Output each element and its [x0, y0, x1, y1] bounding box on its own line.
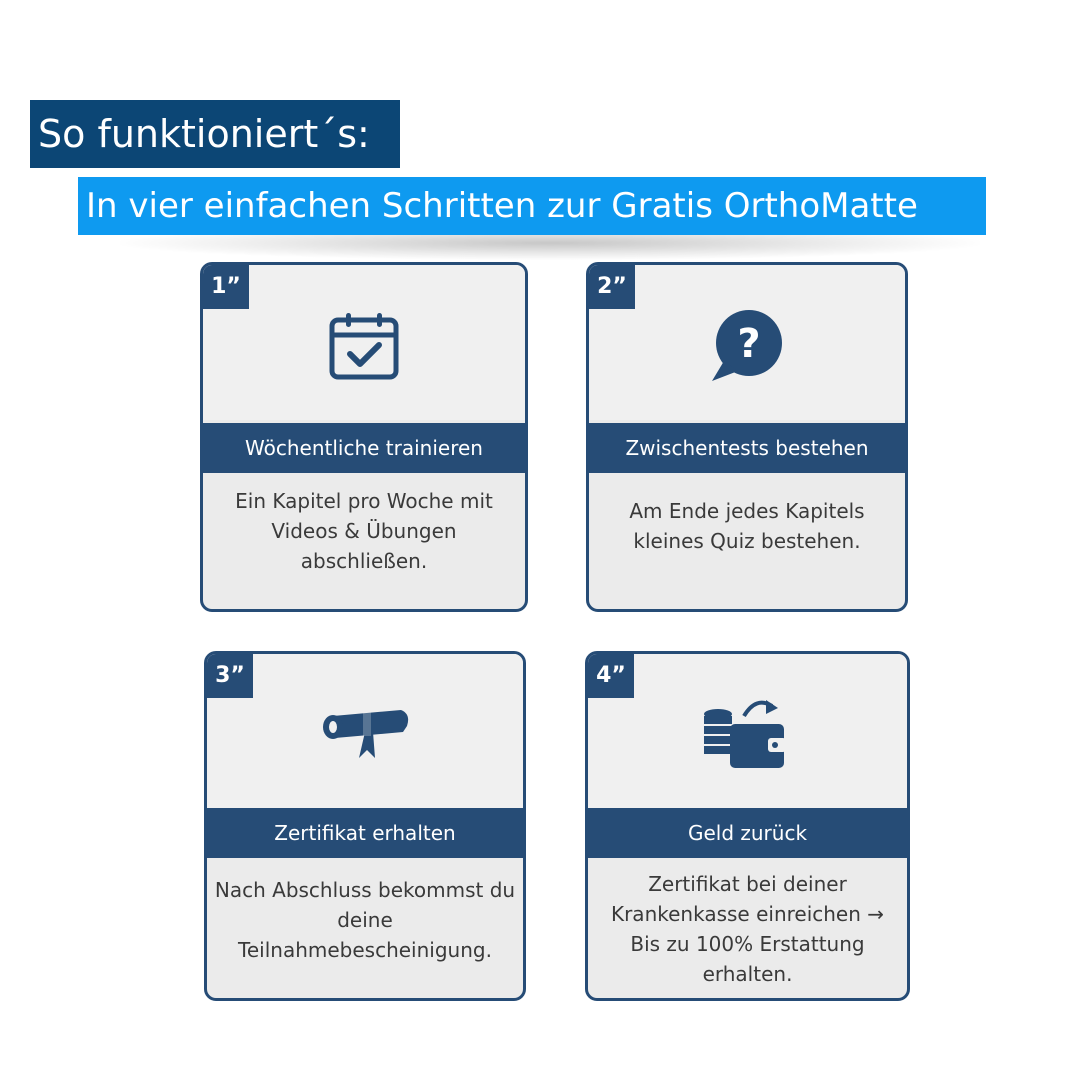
step-heading: Zwischentests bestehen: [589, 423, 905, 473]
step-heading: Wöchentliche trainieren: [203, 423, 525, 473]
step-badge: 3”: [207, 654, 253, 698]
page-title: So funktioniert´s:: [30, 100, 400, 168]
step-description: Zertifikat bei deiner Krankenkasse einreichen → Bis zu 100% Erstattung erhalten.: [610, 872, 885, 986]
step-badge: 1”: [203, 265, 249, 309]
step-card-3: [204, 651, 526, 1001]
svg-text:?: ?: [737, 321, 761, 367]
step-description: Nach Abschluss bekommst du deine Teilnahmebescheinigung.: [214, 878, 516, 962]
page-subtitle: In vier einfachen Schritten zur Gratis OrthoMatte: [78, 177, 986, 235]
step-badge: 4”: [588, 654, 634, 698]
calendar-check-icon: [328, 311, 400, 381]
certificate-scroll-icon: [319, 704, 411, 764]
step-description: Ein Kapitel pro Woche mit Videos & Übungen abschließen.: [235, 489, 493, 573]
step-card-1: [200, 262, 528, 612]
step-heading: Geld zurück: [588, 808, 907, 858]
question-speech-bubble-icon: [708, 309, 786, 383]
step-card-4: [585, 651, 910, 1001]
step-description: Am Ende jedes Kapitels kleines Quiz bestehen.: [629, 499, 865, 553]
step-card-2: [586, 262, 908, 612]
step-badge: 2”: [589, 265, 635, 309]
step-heading: Zertifikat erhalten: [207, 808, 523, 858]
coins-wallet-icon: [700, 694, 796, 774]
